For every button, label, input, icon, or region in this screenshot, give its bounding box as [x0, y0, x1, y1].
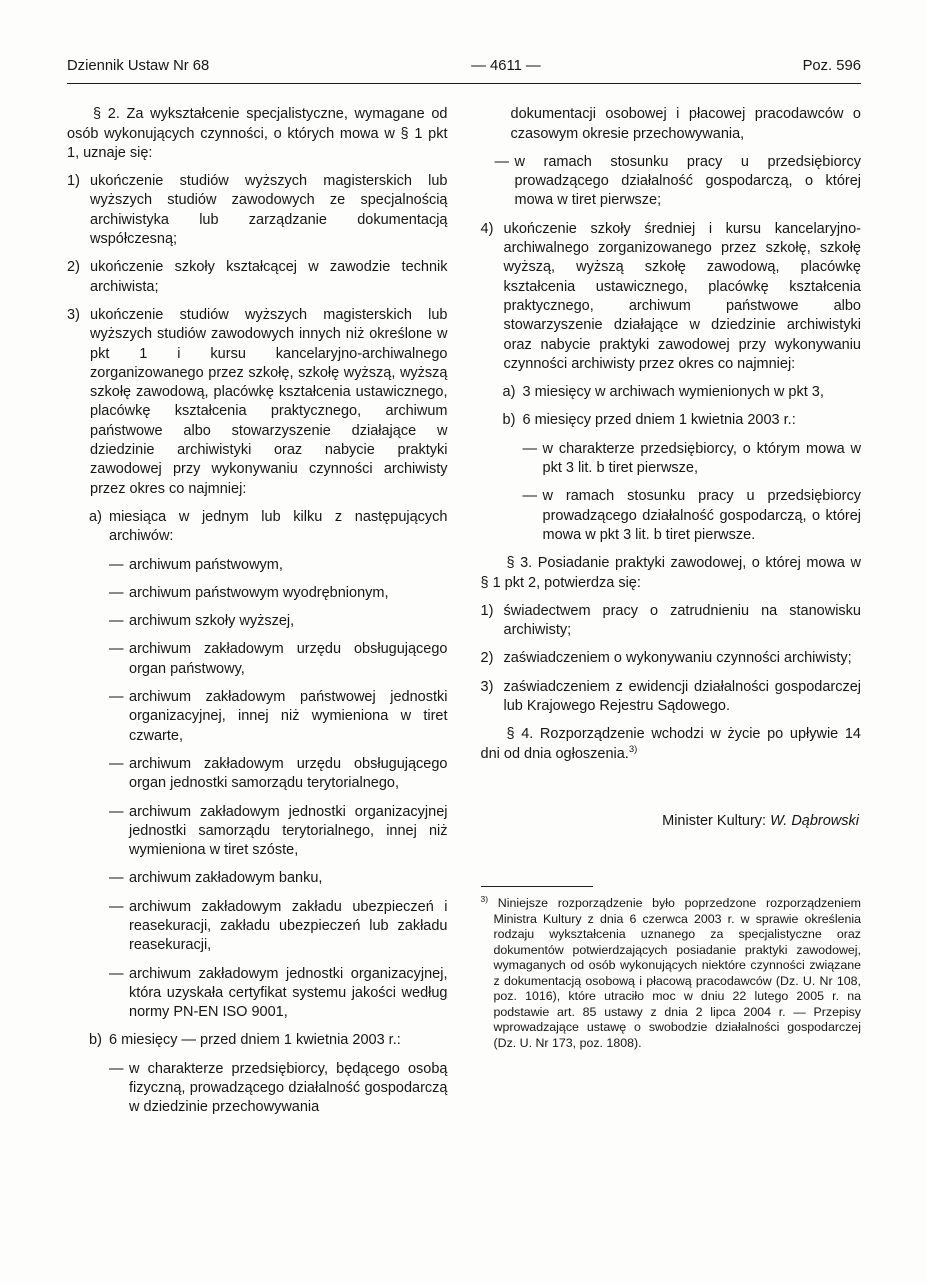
section-4-text: § 4. Rozporządzenie wchodzi w życie po upływie 14 dni od dnia ogłoszenia. [480, 726, 861, 762]
tiret-9 [67, 898, 448, 956]
continued-text: dokumentacji osobowej i płacowej pracodawców o czasowym okresie przechowywania, [510, 106, 861, 142]
dash-icon: — [522, 488, 537, 505]
dash-icon: — [109, 898, 124, 915]
item-2 [67, 258, 448, 297]
s3-item-3-marker: 3) [480, 678, 494, 695]
dash-icon: — [109, 641, 124, 658]
item-2-marker: 2) [67, 259, 80, 276]
item-1-text: ukończenie studiów wyższych magisterskich lub wyższych studiów zawodowych ze specjalnością archiwistyka lub zarządzanie dokumentacją współczesną; [90, 173, 448, 248]
item-4-marker: 4) [480, 220, 494, 237]
item-4a-text: 3 miesięcy w archiwach wymienionych w pkt 3, [522, 384, 824, 401]
tiret-11-text: w charakterze przedsiębiorcy, będącego osobą fizyczną, prowadzącego działalność gospodarczą w dziedzinie przechowywania [129, 1060, 448, 1116]
tiret-7 [67, 803, 448, 861]
item-2-text: ukończenie szkoły kształcącej w zawodzie technik archiwista; [90, 259, 448, 295]
tiret-8-text: archiwum zakładowym banku, [129, 870, 323, 887]
s3-item-2-text: zaświadczeniem o wykonywaniu czynności archiwisty; [503, 650, 852, 667]
tiret-2 [67, 584, 448, 603]
tiret-12-text: w ramach stosunku pracy u przedsiębiorcy prowadzącego działalność gospodarczą, o której mowa w tiret pierwsze; [514, 153, 861, 209]
item-4b [481, 411, 862, 430]
left-column [67, 105, 448, 1126]
item-1 [67, 172, 448, 249]
tiret-10 [67, 965, 448, 1023]
tiret-9-text: archiwum zakładowym zakładu ubezpieczeń i reasekuracji, zakładu ubezpieczeń lub zakładu reasekuracji, [129, 898, 448, 954]
dash-icon: — [109, 689, 124, 706]
item-4b-text: 6 miesięcy przed dniem 1 kwietnia 2003 r.: [522, 412, 796, 429]
item-4-text: ukończenie szkoły średniej i kursu kancelaryjno-archiwalnego zorganizowanego przez szkołę, szkołę wyższą, wyższą szkołę zawodową, placówkę kształcenia ustawicznego, placówkę kształcenia praktycznego, archiwum państwowe albo stowarzyszenie działające w dziedzinie archiwistyki oraz nabycie praktyki zawodowej przy wykonywaniu czynności archiwisty przez okres co najmniej: [503, 220, 861, 372]
item-4a-marker: a) [502, 384, 516, 401]
dash-icon: — [109, 803, 124, 820]
header-page-number: — 4611 — [471, 58, 541, 74]
dash-icon: — [109, 755, 124, 772]
dash-icon: — [109, 870, 124, 887]
dash-icon: — [109, 556, 124, 573]
right-column [481, 105, 862, 1051]
header-position-number: Poz. 596 [802, 58, 861, 74]
s3-item-1 [481, 602, 862, 641]
tiret-4 [67, 640, 448, 679]
dash-icon: — [109, 965, 124, 982]
tiret-6-text: archiwum zakładowym urzędu obsługującego organ jednostki samorządu terytorialnego, [129, 755, 448, 792]
tiret-3-text: archiwum szkoły wyższej, [129, 613, 295, 630]
signature-title: Minister Kultury: [662, 812, 767, 829]
tiret-1 [67, 556, 448, 575]
tiret-2-text: archiwum państwowym wyodrębnionym, [129, 584, 389, 601]
footnote-rule [481, 886, 593, 887]
tiret-1-text: archiwum państwowym, [129, 556, 283, 573]
tiret-10-text: archiwum zakładowym jednostki organizacyjnej, która uzyskała certyfikat systemu jakości według normy PN-EN ISO 9001, [129, 965, 448, 1021]
dash-icon: — [522, 440, 537, 457]
s3-item-2 [481, 649, 862, 668]
tiret-14-text: w ramach stosunku pracy u przedsiębiorcy prowadzącego działalność gospodarczą, o której mowa w pkt 3 lit. b tiret pierwsze. [542, 488, 861, 543]
footnote-reference: 3) [628, 743, 638, 755]
section-4-paragraph [481, 725, 862, 764]
tiret-13 [481, 440, 862, 479]
dash-icon: — [494, 153, 509, 170]
item-4 [481, 220, 862, 374]
footnote-text: Niniejsze rozporządzenie było poprzedzone rozporządzeniem Ministra Kultury z dnia 6 czerwca 2003 r. w sprawie określenia rodzaju wykształcenia uznanego za specjalistyczne oraz dokumentów potwierdzających posiadanie praktyki zawodowej, wymaganych od osób wykonujących niektóre czynności związane z dokumentacją osobową i płacową pracodawców (Dz. U. Nr 108, poz. 1016), które utraciło moc w dniu 22 lutego 2005 r. na podstawie art. 85 ustawy z dnia 2 lipca 2004 r. — Przepisy wprowadzające ustawę o swobodzie działalności gospodarczej (Dz. U. Nr 173, poz. 1808). [493, 896, 861, 1050]
page-header [67, 57, 861, 76]
item-3-marker: 3) [67, 306, 80, 323]
item-3a-text: miesiąca w jednym lub kilku z następujących archiwów: [109, 508, 448, 545]
tiret-8 [67, 869, 448, 888]
tiret-11 [67, 1060, 448, 1118]
s3-item-3 [481, 678, 862, 717]
footnote [481, 896, 862, 1051]
item-3b [67, 1031, 448, 1050]
item-3 [67, 306, 448, 499]
s3-item-1-text: świadectwem pracy o zatrudnieniu na stanowisku archiwisty; [503, 602, 861, 639]
item-3-text: ukończenie studiów wyższych magisterskich lub wyższych studiów zawodowych innych niż określone w pkt 1 i kursu kancelaryjno-archiwalnego zorganizowanego przez szkołę, szkołę wyższą, wyższą szkołę zawodową, placówkę kształcenia ustawicznego, placówkę kształcenia praktycznego, archiwum państwowe albo stowarzyszenie działające w dziedzinie archiwistyki oraz nabycie praktyki zawodowej przy wykonywaniu czynności archiwisty przez okres co najmniej: [90, 306, 448, 497]
dash-icon: — [109, 584, 124, 601]
tiret-5-text: archiwum zakładowym państwowej jednostki organizacyjnej, innej niż wymieniona w tiret czwarte, [129, 689, 448, 744]
section-2-intro: § 2. Za wykształcenie specjalistyczne, wymagane od osób wykonujących czynności, o których mowa w § 1 pkt 1, uznaje się: [67, 106, 448, 161]
item-3b-marker: b) [89, 1032, 102, 1049]
header-journal-title: Dziennik Ustaw Nr 68 [67, 58, 210, 74]
section-3-intro: § 3. Posiadanie praktyki zawodowej, o której mowa w § 1 pkt 2, potwierdza się: [480, 555, 861, 591]
tiret-7-text: archiwum zakładowym jednostki organizacyjnej jednostki samorządu terytorialnego, innej niż wymieniona w tiret szóste, [129, 803, 448, 859]
dash-icon: — [109, 1060, 124, 1077]
tiret-14 [481, 487, 862, 545]
signature-name: W. Dąbrowski [770, 812, 859, 829]
item-3b-text: 6 miesięcy — przed dniem 1 kwietnia 2003 r.: [109, 1032, 401, 1049]
tiret-5 [67, 688, 448, 746]
footnote-marker: 3) [480, 894, 489, 905]
s3-item-2-marker: 2) [480, 650, 494, 667]
dash-icon: — [109, 613, 124, 630]
header-rule [67, 83, 861, 84]
item-3a [67, 508, 448, 547]
document-body [67, 105, 861, 1126]
tiret-4-text: archiwum zakładowym urzędu obsługującego organ państwowy, [129, 641, 448, 677]
item-3a-marker: a) [89, 508, 102, 525]
tiret-13-text: w charakterze przedsiębiorcy, o którym mowa w pkt 3 lit. b tiret pierwsze, [542, 440, 861, 477]
item-1-marker: 1) [67, 173, 80, 190]
s3-item-3-text: zaświadczeniem z ewidencji działalności gospodarczej lub Krajowego Rejestru Sądowego. [503, 678, 861, 715]
tiret-12 [481, 153, 862, 211]
s3-item-1-marker: 1) [480, 602, 494, 619]
tiret-3 [67, 612, 448, 631]
item-4b-marker: b) [502, 412, 516, 429]
signature-line [481, 812, 862, 831]
tiret-6 [67, 755, 448, 794]
item-4a [481, 383, 862, 402]
